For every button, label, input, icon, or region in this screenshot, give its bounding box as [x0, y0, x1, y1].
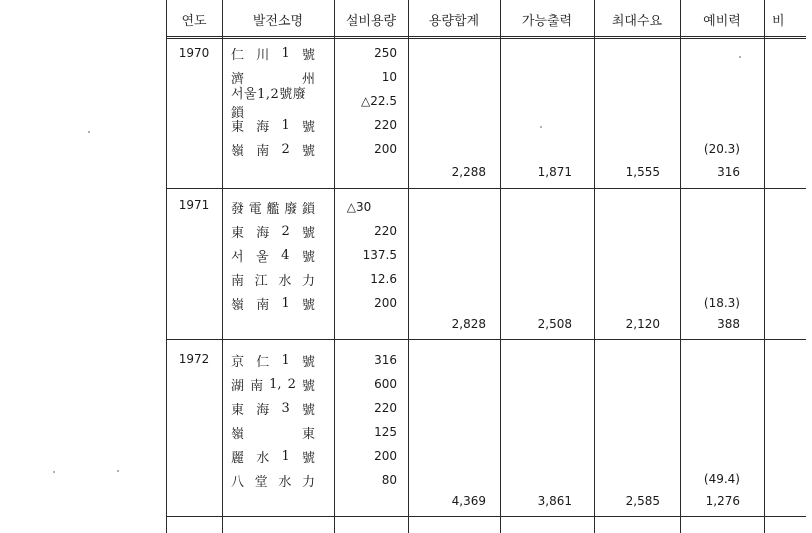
- row-year: 1970: [178, 46, 210, 60]
- plant-capacity: 12.6: [370, 272, 397, 286]
- total-capacity: 2,288: [451, 165, 486, 179]
- header-reserve: 예비력: [703, 13, 741, 29]
- plant-name: 嶺 南 1 號: [231, 296, 315, 313]
- available-output: 3,861: [537, 494, 572, 508]
- scan-speck: [88, 131, 90, 133]
- header-ratio-partial: 비: [772, 13, 785, 29]
- max-demand: 2,120: [625, 317, 660, 331]
- plant-capacity: 125: [374, 425, 397, 439]
- plant-capacity: 137.5: [362, 248, 397, 262]
- plant-capacity: △22.5: [361, 94, 397, 108]
- header-year: 연도: [181, 13, 207, 29]
- max-demand: 2,585: [625, 494, 660, 508]
- plant-capacity: △30: [346, 200, 372, 214]
- table-border-left: [166, 0, 167, 533]
- scan-speck: [53, 471, 55, 473]
- plant-name: 東 海 2 號: [231, 224, 315, 241]
- plant-name: 서울1,2號廢鎖: [231, 86, 307, 121]
- column-divider: [594, 0, 595, 533]
- scan-speck: [540, 126, 542, 128]
- header-total-capacity: 용량합계: [428, 13, 480, 29]
- plant-capacity: 220: [374, 401, 397, 415]
- plant-name: 南 江 水 力: [231, 274, 315, 289]
- reserve-value: 1,276: [705, 494, 740, 508]
- total-capacity: 4,369: [451, 494, 486, 508]
- total-capacity: 2,828: [451, 317, 486, 331]
- plant-name: 濟 州: [231, 72, 315, 87]
- plant-name: 湖 南 1, 2 號: [231, 377, 315, 394]
- reserve-ratio: (49.4): [703, 472, 740, 486]
- scan-speck: [117, 470, 119, 472]
- reserve-value: 316: [717, 165, 740, 179]
- row-divider: [166, 516, 806, 517]
- reserve-ratio: (18.3): [703, 296, 740, 310]
- plant-capacity: 316: [374, 353, 397, 367]
- header-plant-name: 발전소명: [252, 13, 304, 29]
- plant-name: 發 電 艦 廢 鎖: [231, 202, 315, 217]
- plant-name: 京 仁 1 號: [231, 353, 315, 370]
- plant-name: 八 堂 水 力: [231, 475, 315, 490]
- plant-name: 嶺 南 2 號: [231, 142, 315, 159]
- plant-capacity: 10: [381, 70, 397, 84]
- plant-name: 嶺 東: [231, 427, 315, 442]
- plant-name: 仁 川 1 號: [231, 46, 315, 63]
- row-year: 1971: [178, 198, 210, 212]
- plant-name: 서 울 4 號: [231, 248, 315, 265]
- row-divider: [166, 188, 806, 189]
- column-divider: [222, 0, 223, 533]
- plant-capacity: 80: [381, 473, 397, 487]
- max-demand: 1,555: [625, 165, 660, 179]
- header-max-demand: 최대수요: [611, 13, 663, 29]
- plant-capacity: 200: [374, 449, 397, 463]
- row-divider: [166, 339, 806, 340]
- column-divider: [500, 0, 501, 533]
- plant-name: 麗 水 1 號: [231, 449, 315, 466]
- scan-speck: [739, 56, 741, 58]
- plant-capacity: 220: [374, 118, 397, 132]
- column-divider: [408, 0, 409, 533]
- header-facility-capacity: 설비용량: [345, 13, 397, 29]
- plant-name: 東 海 1 號: [231, 118, 315, 135]
- plant-capacity: 200: [374, 142, 397, 156]
- column-divider: [764, 0, 765, 533]
- header-available-output: 가능출력: [521, 13, 573, 29]
- available-output: 1,871: [537, 165, 572, 179]
- plant-capacity: 200: [374, 296, 397, 310]
- column-divider: [680, 0, 681, 533]
- reserve-value: 388: [717, 317, 740, 331]
- plant-capacity: 220: [374, 224, 397, 238]
- plant-capacity: 600: [374, 377, 397, 391]
- plant-name: 東 海 3 號: [231, 401, 315, 418]
- reserve-ratio: (20.3): [703, 142, 740, 156]
- plant-capacity: 250: [374, 46, 397, 60]
- available-output: 2,508: [537, 317, 572, 331]
- row-year: 1972: [178, 352, 210, 366]
